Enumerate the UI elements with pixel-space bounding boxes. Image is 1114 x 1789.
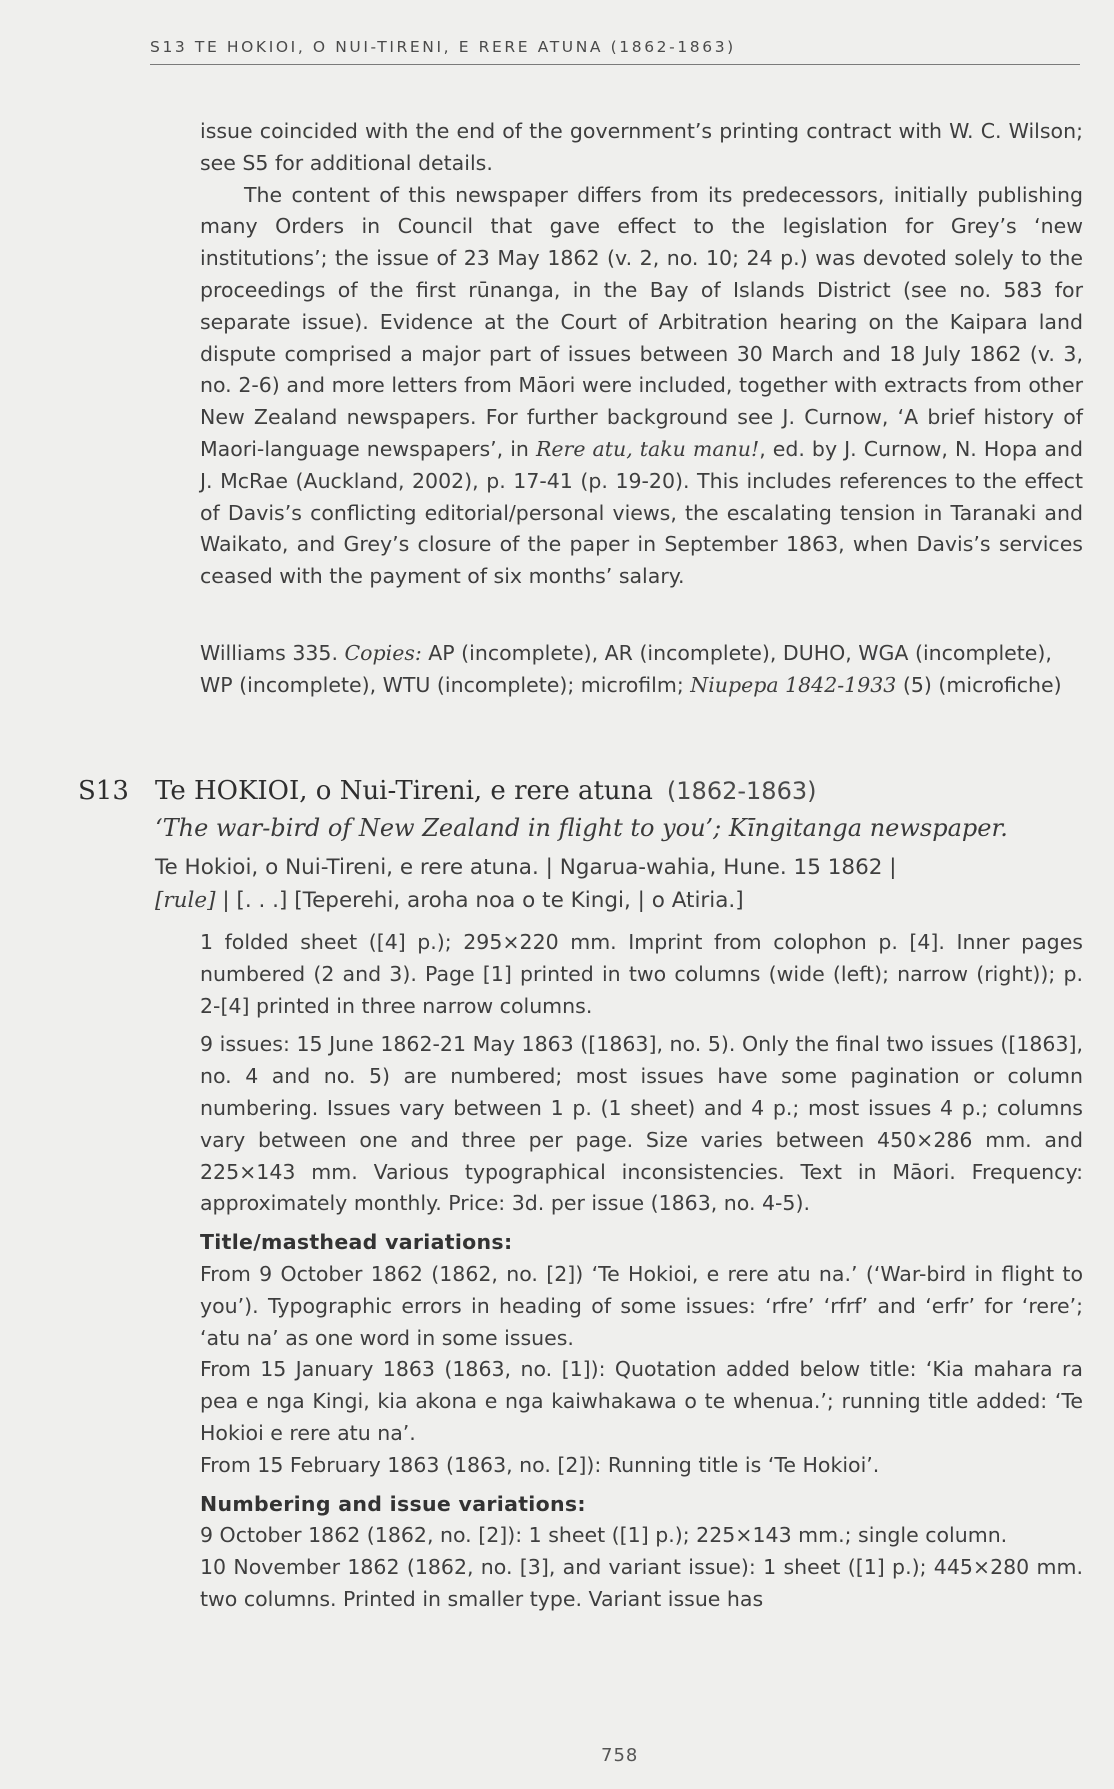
title-variation: From 15 January 1863 (1863, no. [1]): Quotation added below title: ‘Kia mahara ra pea e nga Kingi, kia akona e nga kaiwhakawa o te whenua.’; running title added: ‘Te Hokioi e rere atu na’. xyxy=(200,1357,1083,1445)
title-variation: From 9 October 1862 (1862, no. [2]) ‘Te Hokioi, e rere atu na.’ (‘War-bird in flight to you’). Typographic errors in heading of some issues: ‘rfre’ ‘rfrf’ and ‘erfr’ for ‘rere’; ‘atu na’ as one word in some issues. xyxy=(200,1261,1083,1350)
title-variations-heading: Title/masthead variations: xyxy=(200,1230,513,1255)
entry-number: S13 xyxy=(78,776,129,806)
entry-title: Te HOKIOI, o Nui-Tireni, e rere atuna (1862-1863) xyxy=(155,776,817,806)
page-number: 758 xyxy=(601,1745,639,1766)
copies-note: Williams 335. Copies: AP (incomplete), AR (incomplete), DUHO, WGA (incomplete), WP (incomplete), WTU (incomplete); microfilm; Niupepa 1842-1933 (5) (microfiche) xyxy=(200,641,1062,697)
entry-transcription: Te Hokioi, o Nui-Tireni, e rere atuna. | Ngarua-wahia, Hune. 15 1862 | [rule] | [. . .] [Teperehi, aroha noa o te Kingi, | o Atiria.] xyxy=(155,855,897,913)
issues-description: 9 issues: 15 June 1862-21 May 1863 ([1863], no. 5). Only the final two issues ([1863], no. 4 and no. 5) are numbered; most issues have some pagination or column numbering. Issues vary between 1 p. (1 sheet) and 4 p.; most issues 4 p.; columns vary between one and three per page. Size varies between 450×286 mm. and 225×143 mm. Various typographical inconsistencies. Text in Māori. Frequency: approximately monthly. Price: 3d. per issue (1863, no. 4-5). xyxy=(200,1032,1083,1216)
intro-paragraph-2: The content of this newspaper differs from its predecessors, initially publishing many Orders in Council that gave effect to the legislation for Grey’s ‘new institutions’; the issue of 23 May 1862 (v. 2, no. 10; 24 p.) was devoted solely to the proceedings of the first rūnanga, in the Bay of Islands District (see no. 583 for separate issue). Evidence at the Court of Arbitration hearing on the Kaipara land dispute comprised a major part of issues between 30 March and 18 July 1862 (v. 3, no. 2-6) and more letters from Māori were included, together with extracts from other New Zealand newspapers. For further background see J. Curnow, ‘A brief history of Maori-language newspapers’, in Rere atu, taku manu!, ed. by J. Curnow, N. Hopa and J. McRae (Auckland, 2002), p. 17-41 (p. 19-20). This includes references to the effect of Davis’s conflicting editorial/personal views, the escalating tension in Taranaki and Waikato, and Grey’s closure of the paper in September 1863, when Davis’s services ceased with the payment of six months’ salary. xyxy=(200,182,1084,589)
numbering-variation: 9 October 1862 (1862, no. [2]): 1 sheet ([1] p.); 225×143 mm.; single column. xyxy=(200,1523,1008,1548)
numbering-variation: 10 November 1862 (1862, no. [3], and variant issue): 1 sheet ([1] p.); 445×280 mm. two columns. Printed in smaller type. Variant issue has xyxy=(200,1555,1083,1611)
intro-paragraph-1: issue coincided with the end of the government’s printing contract with W. C. Wilson; see S5 for additional details. xyxy=(200,119,1083,175)
entry-details xyxy=(200,927,1083,1616)
numbering-heading: Numbering and issue variations: xyxy=(200,1491,586,1516)
running-head: S13 TE HOKIOI, O NUI-TIRENI, E RERE ATUNA (1862-1863) xyxy=(150,38,1080,65)
physical-description: 1 folded sheet ([4] p.); 295×220 mm. Imprint from colophon p. [4]. Inner pages numbered (2 and 3). Page [1] printed in two columns (wide (left); narrow (right)); p. 2-[4] printed in three narrow columns. xyxy=(200,930,1083,1018)
intro-text xyxy=(200,116,1083,593)
entry-dates: (1862-1863) xyxy=(666,777,817,805)
entry-subtitle: ‘The war-bird of New Zealand in flight to you’; Kīngitanga newspaper. xyxy=(155,814,1008,842)
title-variation: From 15 February 1863 (1863, no. [2]): Running title is ‘Te Hokioi’. xyxy=(200,1452,880,1477)
